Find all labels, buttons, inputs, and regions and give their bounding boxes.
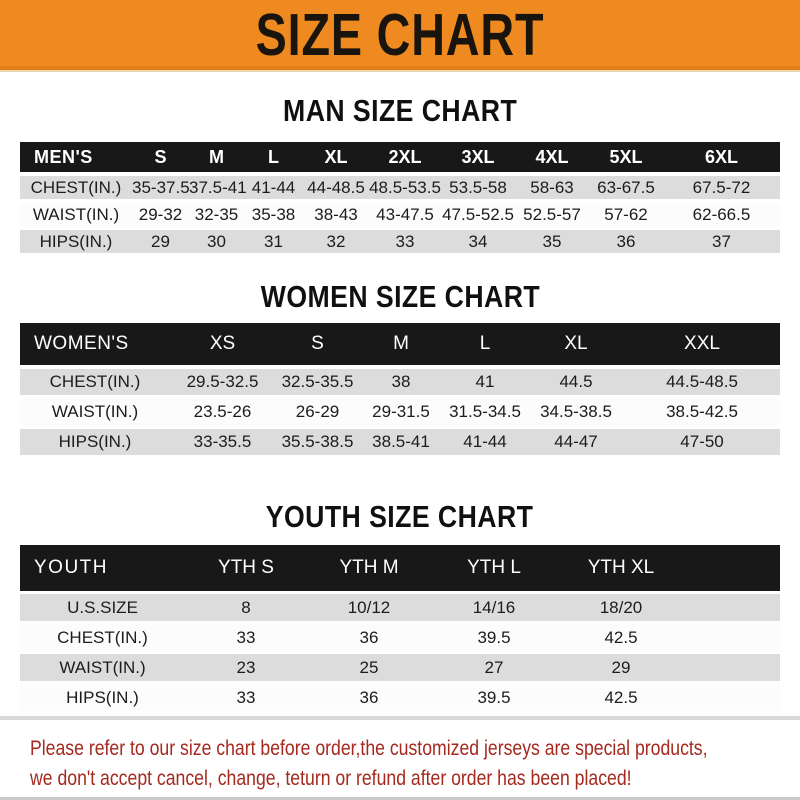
cell: 35 bbox=[542, 231, 562, 251]
row-label: WAIST(IN.) bbox=[32, 204, 120, 224]
men-col-header: M bbox=[209, 146, 224, 167]
youth-table-title: YOUTH bbox=[34, 557, 108, 578]
youth-section-heading: YOUTH SIZE CHART bbox=[266, 499, 534, 534]
men-row-hips bbox=[20, 230, 780, 253]
cell: 44.5-48.5 bbox=[666, 372, 738, 391]
women-col-header: XS bbox=[209, 333, 236, 354]
cell: 14/16 bbox=[472, 597, 516, 617]
cell: 30 bbox=[207, 231, 226, 251]
row-label: CHEST(IN.) bbox=[57, 627, 148, 647]
men-col-header: 3XL bbox=[461, 146, 495, 167]
cell: 41-44 bbox=[463, 432, 507, 451]
cell: 39.5 bbox=[477, 627, 511, 647]
cell: 38.5-41 bbox=[372, 432, 430, 451]
men-section-heading: MAN SIZE CHART bbox=[282, 93, 518, 128]
women-table-title: WOMEN'S bbox=[34, 333, 129, 354]
women-row-waist bbox=[20, 399, 780, 425]
women-col-header: XL bbox=[564, 333, 588, 354]
cell: 43-47.5 bbox=[376, 204, 434, 224]
cell: 39.5 bbox=[477, 687, 511, 707]
row-label: CHEST(IN.) bbox=[49, 372, 141, 391]
cell: 25 bbox=[359, 657, 379, 677]
cell: 58-63 bbox=[530, 177, 574, 197]
cell: 18/20 bbox=[599, 597, 643, 617]
cell: 63-67.5 bbox=[597, 177, 655, 197]
cell: 52.5-57 bbox=[523, 204, 581, 224]
men-row-waist bbox=[20, 203, 780, 226]
row-label: CHEST(IN.) bbox=[30, 177, 122, 197]
women-col-header: M bbox=[393, 333, 409, 354]
women-col-header: S bbox=[311, 333, 324, 354]
cell: 29-32 bbox=[138, 204, 183, 224]
youth-col-header: YTH L bbox=[467, 557, 521, 578]
cell: 53.5-58 bbox=[449, 177, 507, 197]
cell: 29-31.5 bbox=[372, 402, 430, 421]
youth-col-header: YTH M bbox=[339, 557, 399, 578]
men-col-header: 4XL bbox=[535, 146, 569, 167]
women-size-table bbox=[20, 323, 780, 455]
cell: 57-62 bbox=[604, 204, 648, 224]
cell: 36 bbox=[616, 231, 636, 251]
cell: 29 bbox=[151, 231, 170, 251]
men-col-header: XL bbox=[324, 146, 348, 167]
divider bbox=[0, 716, 800, 720]
women-row-hips bbox=[20, 429, 780, 455]
women-table-header-row bbox=[20, 323, 780, 365]
cell: 23 bbox=[236, 657, 256, 677]
cell: 26-29 bbox=[295, 402, 340, 421]
cell: 10/12 bbox=[347, 597, 391, 617]
cell: 23.5-26 bbox=[193, 402, 252, 421]
cell: 35-37.5 bbox=[132, 177, 190, 197]
cell: 36 bbox=[359, 627, 379, 647]
row-label: HIPS(IN.) bbox=[58, 432, 132, 451]
page-title: SIZE CHART bbox=[255, 1, 545, 69]
cell: 33-35.5 bbox=[193, 432, 252, 451]
footer-notice bbox=[30, 734, 800, 794]
youth-size-table bbox=[20, 545, 780, 711]
youth-col-header: YTH XL bbox=[587, 557, 655, 578]
youth-table-header-row bbox=[20, 545, 780, 591]
cell: 31 bbox=[264, 231, 283, 251]
cell: 38-43 bbox=[314, 204, 358, 224]
youth-row-hips bbox=[20, 684, 780, 711]
men-table-header-row bbox=[20, 142, 780, 172]
men-row-chest bbox=[20, 176, 780, 199]
men-size-table bbox=[20, 142, 780, 253]
cell: 34 bbox=[468, 231, 488, 251]
row-label: HIPS(IN.) bbox=[66, 687, 139, 707]
cell: 41 bbox=[475, 372, 495, 391]
cell: 42.5 bbox=[604, 627, 638, 647]
youth-row-us-size bbox=[20, 594, 780, 621]
cell: 27 bbox=[484, 657, 504, 677]
footer-line-1: Please refer to our size chart before order,the customized jerseys are special products, bbox=[30, 737, 708, 760]
cell: 32.5-35.5 bbox=[281, 372, 354, 391]
cell: 34.5-38.5 bbox=[540, 402, 612, 421]
row-label: WAIST(IN.) bbox=[51, 402, 139, 421]
women-col-header: L bbox=[479, 333, 491, 354]
women-col-header: XXL bbox=[684, 333, 720, 354]
men-col-header: 2XL bbox=[388, 146, 422, 167]
cell: 44-48.5 bbox=[307, 177, 365, 197]
cell: 32 bbox=[326, 231, 346, 251]
men-col-header: S bbox=[154, 146, 167, 167]
youth-row-chest bbox=[20, 624, 780, 651]
women-section-heading: WOMEN SIZE CHART bbox=[260, 279, 540, 314]
cell: 35.5-38.5 bbox=[281, 432, 354, 451]
men-col-header: L bbox=[268, 146, 279, 167]
cell: 35-38 bbox=[251, 204, 296, 224]
men-table-title: MEN'S bbox=[34, 146, 93, 167]
men-col-header: 5XL bbox=[609, 146, 643, 167]
women-row-chest bbox=[20, 369, 780, 395]
cell: 33 bbox=[236, 687, 256, 707]
row-label: U.S.SIZE bbox=[67, 597, 138, 617]
cell: 47-50 bbox=[680, 432, 724, 451]
row-label: WAIST(IN.) bbox=[59, 657, 146, 677]
cell: 37 bbox=[712, 231, 731, 251]
cell: 33 bbox=[395, 231, 415, 251]
cell: 44.5 bbox=[559, 372, 593, 391]
cell: 41-44 bbox=[251, 177, 296, 197]
cell: 38.5-42.5 bbox=[666, 402, 738, 421]
cell: 29.5-32.5 bbox=[186, 372, 259, 391]
cell: 42.5 bbox=[604, 687, 638, 707]
cell: 38 bbox=[391, 372, 411, 391]
cell: 36 bbox=[359, 687, 379, 707]
cell: 67.5-72 bbox=[692, 177, 751, 197]
youth-col-header: YTH S bbox=[218, 557, 274, 578]
cell: 44-47 bbox=[554, 432, 598, 451]
cell: 62-66.5 bbox=[692, 204, 751, 224]
cell: 37.5-41 bbox=[189, 177, 247, 197]
footer-line-2: we don't accept cancel, change, teturn or refund after order has been placed! bbox=[30, 767, 632, 790]
row-label: HIPS(IN.) bbox=[39, 231, 113, 251]
cell: 47.5-52.5 bbox=[442, 204, 514, 224]
youth-row-waist bbox=[20, 654, 780, 681]
cell: 33 bbox=[236, 627, 256, 647]
cell: 8 bbox=[241, 597, 251, 617]
cell: 29 bbox=[611, 657, 631, 677]
banner bbox=[0, 0, 800, 72]
men-col-header: 6XL bbox=[704, 146, 738, 167]
cell: 31.5-34.5 bbox=[449, 402, 521, 421]
cell: 48.5-53.5 bbox=[369, 177, 441, 197]
cell: 32-35 bbox=[194, 204, 239, 224]
